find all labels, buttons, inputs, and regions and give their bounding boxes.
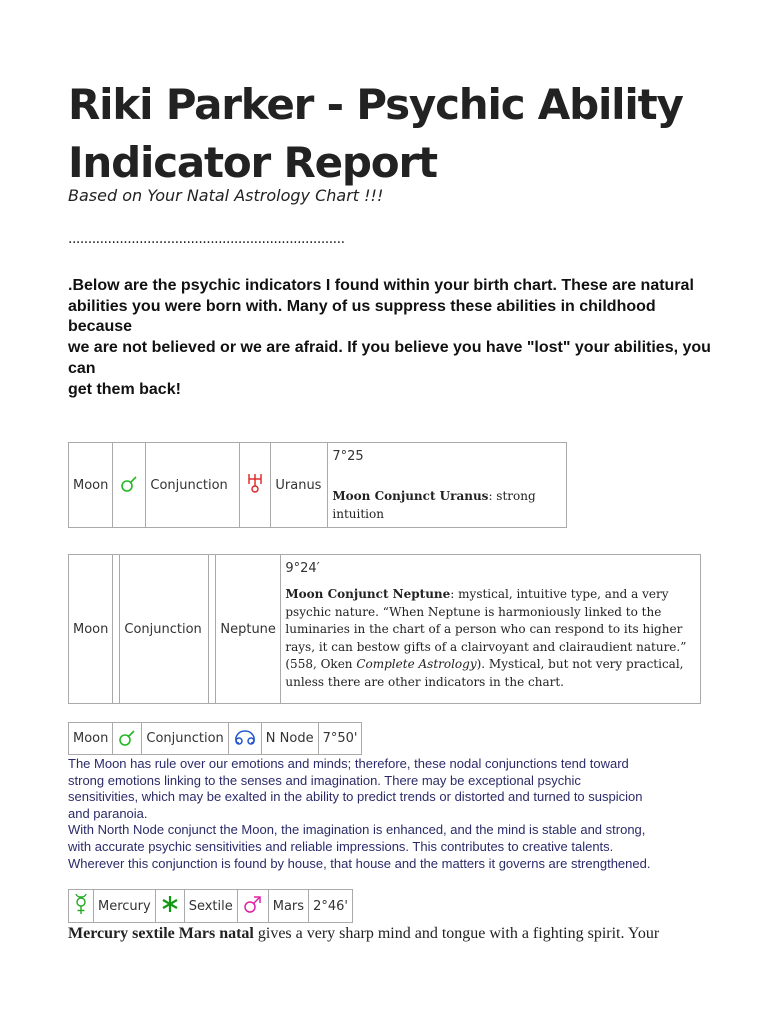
description-line: With North Node conjunct the Moon, the imagination is enhanced, and the mind is stable and strong,: [68, 822, 646, 838]
empty-glyph-cell: [209, 555, 216, 704]
page-subtitle: Based on Your Natal Astrology Chart !!!: [68, 186, 384, 205]
description-line: sensitivities, which may be exalted in the ability to predict trends or distorted and turned to suspicion: [68, 789, 643, 805]
description-bold: Moon Conjunct Uranus: [332, 489, 489, 503]
aspect-cell: Sextile: [184, 890, 237, 923]
planet1-cell: Moon: [69, 723, 113, 755]
intro-line: get them back!: [68, 380, 181, 398]
planet1-cell: Moon: [69, 555, 113, 704]
planet1-cell: Mercury: [94, 890, 156, 923]
planet2-cell: N Node: [261, 723, 318, 755]
degree: 7°25: [332, 449, 364, 464]
sextile-icon: [160, 894, 180, 914]
mercury-glyph-cell: [69, 890, 94, 923]
aspect-table-moon-uranus: [68, 442, 567, 528]
dotted-separator: ......................................................................: [68, 231, 345, 247]
aspect-table-mercury-mars: [68, 889, 353, 923]
intro-line: we are not believed or we are afraid. If you believe you have "lost" your abilities, you can: [68, 339, 711, 377]
mars-glyph-cell: [237, 890, 268, 923]
description-line: and paranoia.: [68, 805, 148, 821]
intro-line: .Below are the psychic indicators I found within your birth chart. These are natural: [68, 277, 694, 294]
intro-line: abilities you were born with. Many of us suppress these abilities in childhood because: [68, 297, 656, 336]
book-title: Complete Astrology: [356, 657, 477, 671]
paragraph-text: gives a very sharp mind and tongue with a fighting spirit. Your: [253, 925, 660, 942]
degree: 9°24′: [285, 561, 320, 576]
page-title: Riki Parker - Psychic Ability Indicator Report: [68, 80, 683, 187]
description-line: strong emotions linking to the senses and imagination. There may be exceptional psychic: [68, 772, 581, 788]
description-cell: [328, 443, 567, 528]
empty-glyph-cell: [113, 555, 120, 704]
mercury-icon: [73, 892, 89, 916]
description-text: ). Mystical, but not very practical, unless there are other indicators in the chart.: [285, 657, 684, 689]
aspect-table-moon-neptune: [68, 554, 701, 704]
aspect-cell: Conjunction: [142, 723, 228, 755]
planet2-cell: Neptune: [216, 555, 281, 704]
description-line: The Moon has rule over our emotions and minds; therefore, these nodal conjunctions tend toward: [68, 756, 629, 771]
node-glyph-cell: [228, 723, 261, 755]
description-line: Wherever this conjunction is found by house, that house and the matters it governs are strengthened.: [68, 855, 651, 871]
node-conjunction-description: [68, 756, 708, 872]
aspect-cell: Conjunction: [120, 555, 209, 704]
description-text: : strong intuition: [332, 489, 536, 521]
aspect-description: [332, 488, 562, 523]
conjunction-glyph-cell: [113, 723, 142, 755]
description-text: : mystical, intuitive type, and a very psychic nature. “When Neptune is harmoniously linked to the luminaries in the chart of a person who can respond to its higher rays, it can bestow gifts of a clairvoyant and clairaudient nature.” (558, Oken: [285, 587, 687, 671]
planet2-cell: Uranus: [271, 443, 328, 528]
degree-cell: 2°46': [309, 890, 353, 923]
uranus-glyph-cell: [240, 443, 271, 528]
degree-cell: 7°50': [318, 723, 362, 755]
north-node-icon: [233, 728, 257, 746]
aspect-description: [285, 586, 696, 691]
aspect-table-moon-node: [68, 722, 362, 755]
planet2-cell: Mars: [268, 890, 308, 923]
aspect-cell: Conjunction: [146, 443, 240, 528]
sextile-glyph-cell: [155, 890, 184, 923]
uranus-icon: [246, 472, 264, 494]
description-cell: [281, 555, 701, 704]
conjunction-icon: [117, 727, 137, 747]
intro-paragraph: [68, 276, 718, 400]
description-bold: Moon Conjunct Neptune: [285, 587, 451, 601]
mercury-mars-paragraph: [68, 925, 708, 943]
conjunction-icon: [119, 473, 139, 493]
description-line: with accurate psychic sensitivities and reliable impressions. This contributes to creative talents.: [68, 838, 614, 854]
mars-icon: [242, 894, 264, 914]
planet1-cell: Moon: [69, 443, 113, 528]
conjunction-glyph-cell: [113, 443, 146, 528]
paragraph-bold: Mercury sextile Mars natal: [68, 925, 254, 942]
